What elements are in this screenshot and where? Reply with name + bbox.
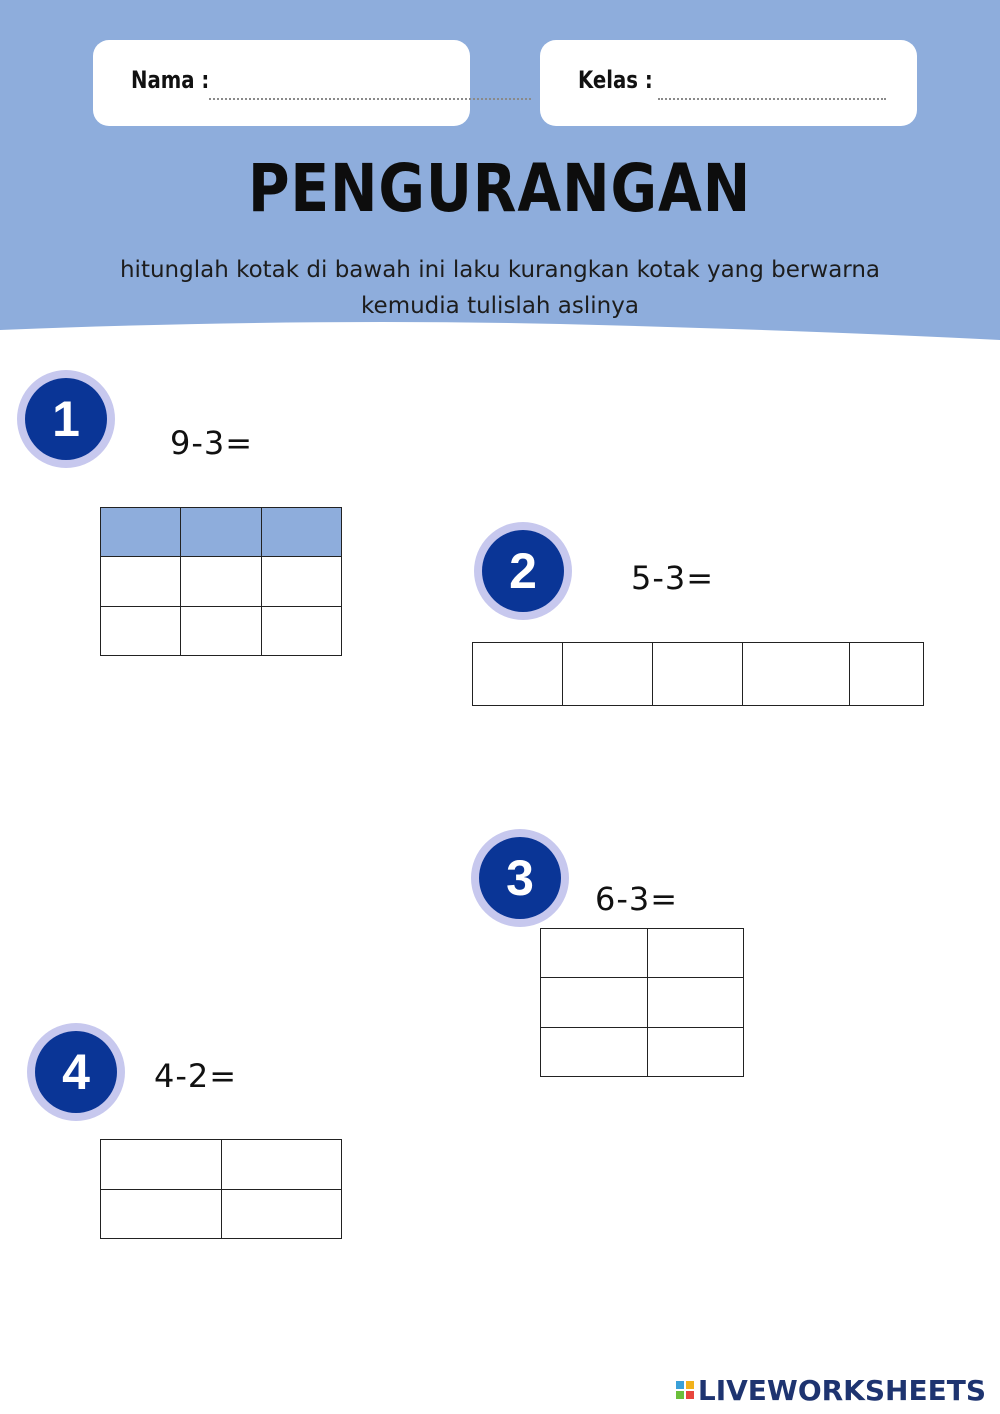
problem-4-equation: 4-2=	[154, 1057, 238, 1095]
grid-cell	[648, 978, 744, 1027]
problem-3-badge	[471, 829, 569, 927]
name-input-line[interactable]	[209, 98, 531, 100]
problem-3-grid	[540, 928, 744, 1077]
liveworksheets-brand: LIVEWORKSHEETS	[697, 1373, 986, 1407]
grid-cell	[850, 643, 924, 706]
grid-cell	[648, 929, 744, 978]
grid-cell	[101, 1140, 222, 1190]
name-label: Nama :	[131, 66, 210, 94]
instruction-text: hitunglah kotak di bawah ini laku kurangkan kotak yang berwarna kemudia tulislah aslinya	[119, 257, 881, 319]
grid-cell-shaded	[181, 508, 261, 557]
grid-cell	[101, 606, 181, 655]
problem-2-badge	[474, 522, 572, 620]
problem-2-number: 2	[482, 530, 564, 612]
problem-1-number: 1	[25, 378, 107, 460]
grid-cell	[221, 1189, 342, 1239]
problem-1-grid	[100, 507, 342, 656]
grid-cell	[101, 1189, 222, 1239]
grid-cell	[541, 929, 648, 978]
problem-3-number: 3	[479, 837, 561, 919]
problem-2-equation: 5-3=	[631, 559, 715, 597]
grid-cell-shaded	[101, 508, 181, 557]
grid-cell	[563, 643, 653, 706]
grid-cell	[743, 643, 850, 706]
problem-4-number: 4	[35, 1031, 117, 1113]
name-field-card	[93, 40, 470, 126]
page-title-text: PENGURANGAN	[248, 150, 752, 227]
liveworksheets-logo[interactable]	[676, 1374, 986, 1406]
problem-4-badge	[27, 1023, 125, 1121]
grid-cell-shaded	[261, 508, 341, 557]
grid-cell	[541, 978, 648, 1027]
grid-cell	[261, 606, 341, 655]
problem-1-badge	[17, 370, 115, 468]
problem-1-equation: 9-3=	[170, 424, 254, 462]
class-field-card	[540, 40, 917, 126]
problem-2-grid	[472, 642, 924, 706]
grid-cell	[261, 557, 341, 606]
grid-cell	[181, 606, 261, 655]
class-label: Kelas :	[578, 66, 653, 94]
problem-4-grid	[100, 1139, 342, 1239]
class-input-line[interactable]	[658, 98, 886, 100]
liveworksheets-logo-icon	[676, 1381, 694, 1399]
grid-cell	[648, 1027, 744, 1076]
grid-cell	[181, 557, 261, 606]
grid-cell	[101, 557, 181, 606]
grid-cell	[221, 1140, 342, 1190]
grid-cell	[541, 1027, 648, 1076]
page-title	[0, 150, 1000, 227]
problem-3-equation: 6-3=	[595, 880, 679, 918]
grid-cell	[653, 643, 743, 706]
grid-cell	[473, 643, 563, 706]
